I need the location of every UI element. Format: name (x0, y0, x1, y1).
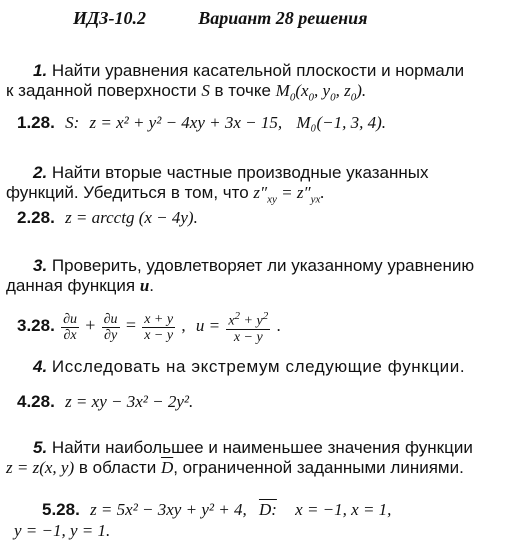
task1-point: M₀(−1, 3, 4). (296, 113, 387, 132)
task1-formula (17, 113, 386, 133)
task4-text (33, 357, 465, 377)
task4-equation: z = xy − 3x² − 2y². (65, 392, 194, 411)
header (73, 8, 367, 29)
task3-frac-du-dy: $\frac{\partial u}{\partial y}$ (103, 311, 118, 343)
task5-region: D: (258, 500, 277, 519)
task1-surface-symbol: S (201, 81, 210, 100)
task1-label: 1.28. (17, 113, 55, 132)
task5-text-line2 (6, 458, 464, 478)
task3-number: 3. (33, 256, 48, 275)
task2-text-line2 (6, 183, 325, 209)
task1-number: 1. (33, 61, 48, 80)
task5-region-symbol: $\overline{D}$ (160, 458, 174, 477)
task3-function: u (139, 276, 150, 295)
task1-text-part-a: к заданной поверхности (6, 81, 197, 100)
task3-label: 3.28. (17, 316, 55, 335)
task5-text-part-b: в области (78, 458, 157, 477)
task5-formula-line2 (14, 521, 110, 541)
task2-label: 2.28. (17, 208, 55, 227)
task4-number: 4. (33, 357, 48, 376)
task1-text: Найти уравнения касательной плоскости и нормали (51, 61, 465, 80)
task3-text: Проверить, удовлетворяет ли указанному уравнению (51, 256, 475, 275)
task5-text-part-c: , ограниченной заданными линиями. (173, 458, 464, 477)
task1-text-part-b: в точке (214, 81, 271, 100)
task4-description: Исследовать на экстремум следующие функции. (51, 357, 466, 376)
task2-formula (17, 208, 198, 228)
task3-frac-u: $\frac{x^2 + y^2}{x - y}$ (228, 310, 269, 345)
task1-text-line2 (6, 81, 366, 107)
task2-text-part: функций. Убедиться в том, что (6, 183, 249, 202)
task3-text-line1 (33, 256, 474, 276)
task5-bounds-line2: y = −1, y = 1. (14, 521, 111, 540)
task5-number: 5. (33, 438, 48, 457)
task3-text-part: данная функция (6, 276, 136, 295)
header-variant: Вариант 28 решения (198, 8, 368, 28)
task3-text-line2: данная функция u. (6, 276, 155, 295)
task5-label: 5.28. (42, 500, 80, 519)
task5-text: Найти наибольшее и наименьшее значения функции (51, 438, 473, 457)
header-title: ИДЗ-10.2 (73, 8, 146, 28)
task3-u-def: u = (195, 316, 221, 335)
task2-text: Найти вторые частные производные указанных (51, 163, 429, 182)
task3-frac-du-dx: $\frac{\partial u}{\partial x}$ (63, 311, 77, 343)
task2-text-line1 (33, 163, 428, 183)
task3-frac-rhs: $\frac{x + y}{x - y}$ (144, 311, 174, 343)
task1-point-symbol: $M_0(x_0$, $y_0$, $z_0$). (275, 81, 367, 104)
task5-bounds-line1: x = −1, x = 1, (295, 500, 392, 519)
task2-number: 2. (33, 163, 48, 182)
task2-mixed-derivative-equality: $z''_{xy} = z''_{yx}$. (253, 183, 325, 206)
task5-function-def: z = z(x, y) (6, 458, 75, 477)
task2-equation: z = arcctg (x − 4y). (65, 208, 198, 227)
task5-text-line1 (33, 438, 473, 458)
task1-surface-name: S: (65, 113, 80, 132)
task5-formula (42, 500, 391, 520)
task1-text-line1 (33, 61, 464, 81)
task3-formula: 3.28. $\frac{\partial u}{\partial x}$ + $\frac{\partial u}{\partial y}$ = $\frac{x + y}{x - y}$ , u = $\frac{x^2 + y^2}{x - y}$ . (17, 310, 281, 345)
task4-formula (17, 392, 193, 412)
task4-label: 4.28. (17, 392, 55, 411)
task1-equation: z = x² + y² − 4xy + 3x − 15, (89, 113, 283, 132)
task5-equation: z = 5x² − 3xy + y² + 4, (90, 500, 247, 519)
